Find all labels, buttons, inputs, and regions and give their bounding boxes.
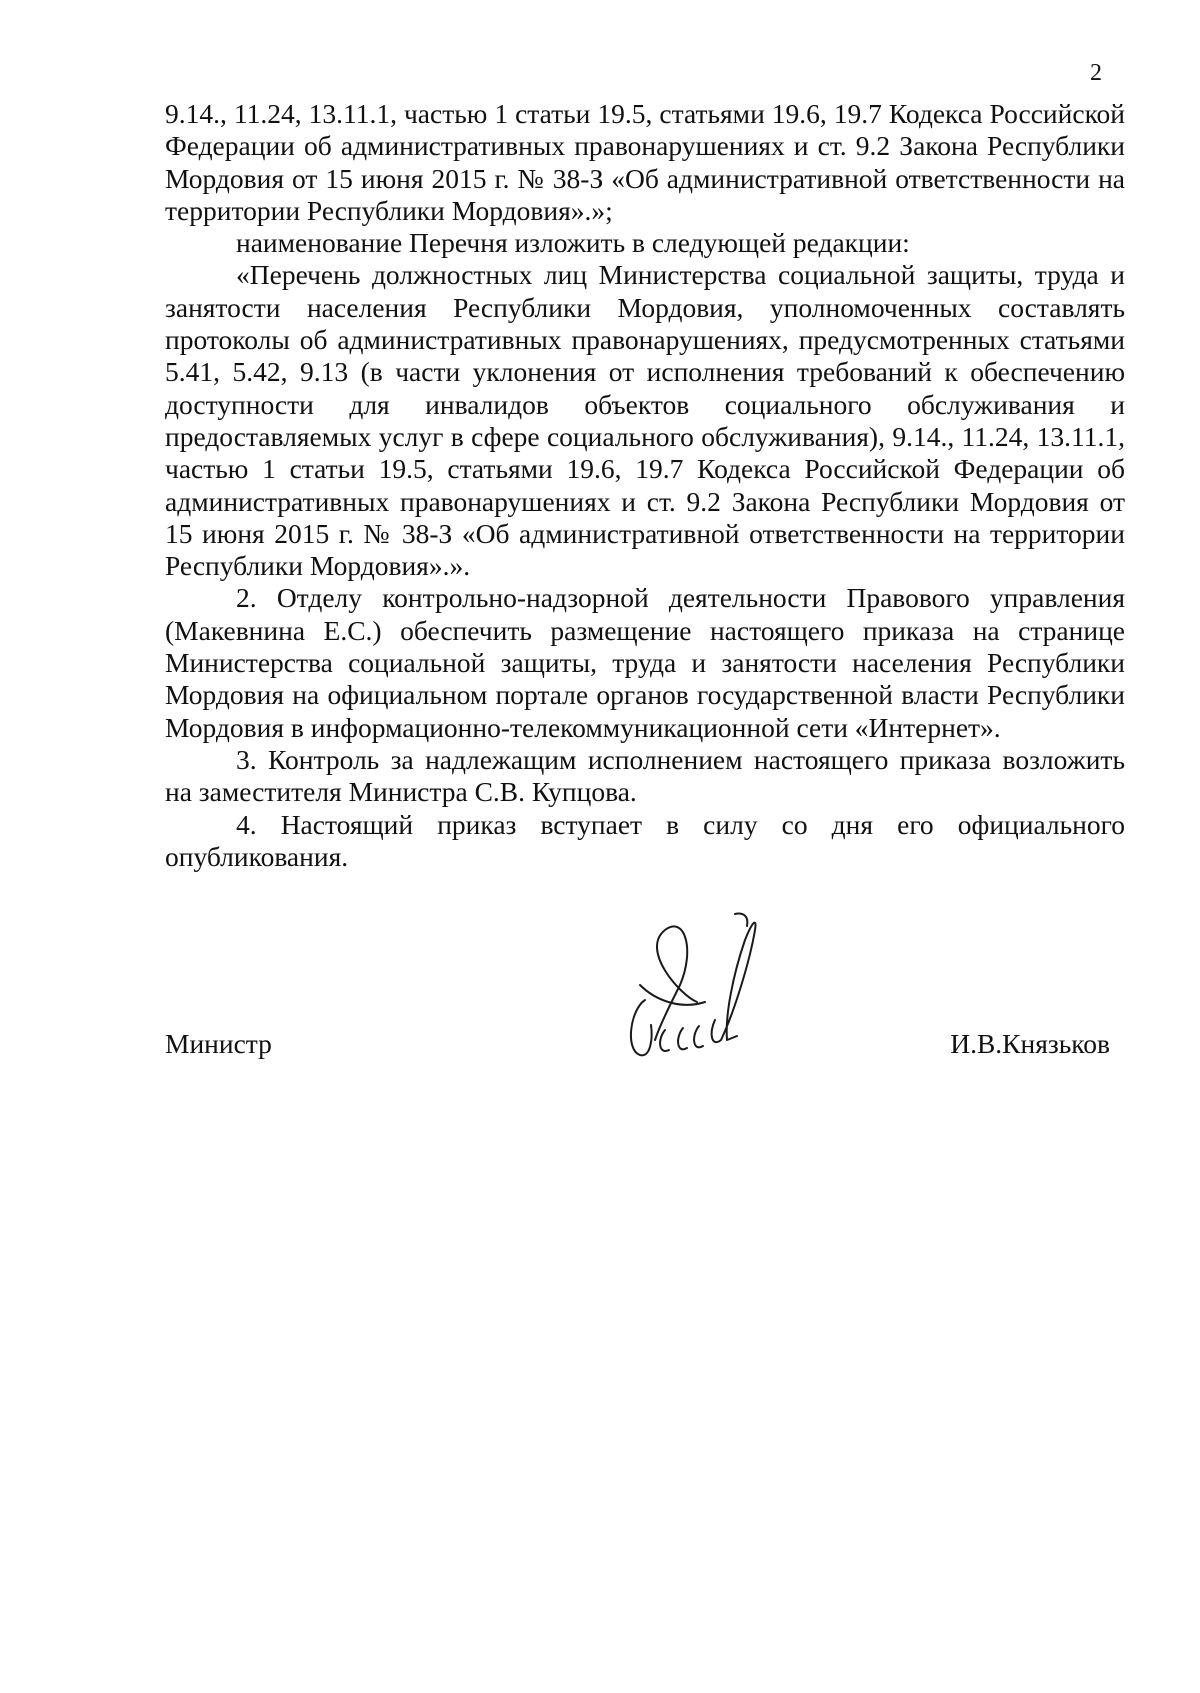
paragraph-item-2: 2. Отделу контрольно-надзорной деятельности Правового управления (Макевнина Е.С.) обеспечить размещение настоящего приказа на странице Министерства социальной защиты, труда и занятости населения Республики Мордовия на официальном портале органов государственной власти Республики Мордовия в информационно-телекоммуникационной сети «Интернет». (165, 582, 1125, 743)
paragraph-list-title-new-wording: «Перечень должностных лиц Министерства социальной защиты, труда и занятости населения Республики Мордовия, уполномоченных составлять протоколы об административных правонарушениях, предусмотренных статьями 5.41, 5.42, 9.13 (в части уклонения от исполнения требований к обеспечению доступности для инвалидов объектов социального обслуживания и предоставляемых услуг в сфере социального обслуживания), 9.14., 11.24, 13.11.1, частью 1 статьи 19.5, статьями 19.6, 19.7 Кодекса Российской Федерации об административных правонарушениях и ст. 9.2 Закона Республики Мордовия от 15 июня 2015 г. № 38-З «Об административной ответственности на территории Республики Мордовия».». (165, 259, 1125, 582)
signer-position: Министр (165, 1028, 272, 1059)
paragraph-continuation: 9.14., 11.24, 13.11.1, частью 1 статьи 19.5, статьями 19.6, 19.7 Кодекса Российской Федерации об административных правонарушениях и ст. 9.2 Закона Республики Мордовия от 15 июня 2015 г. № 38-З «Об административной ответственности на территории Республики Мордовия».»; (165, 98, 1125, 226)
signature-block (165, 1028, 1110, 1068)
signer-name: И.В.Князьков (950, 1028, 1110, 1059)
paragraph-list-title-instruction: наименование Перечня изложить в следующей редакции: (236, 227, 910, 259)
paragraph-item-4: 4. Настоящий приказ вступает в силу со дня его официального опубликования. (165, 808, 1125, 872)
paragraph-item-3: 3. Контроль за надлежащим исполнением настоящего приказа возложить на заместителя Министра С.В. Купцова. (165, 743, 1125, 808)
page-number: 2 (1090, 60, 1102, 86)
document-body (165, 98, 1125, 873)
